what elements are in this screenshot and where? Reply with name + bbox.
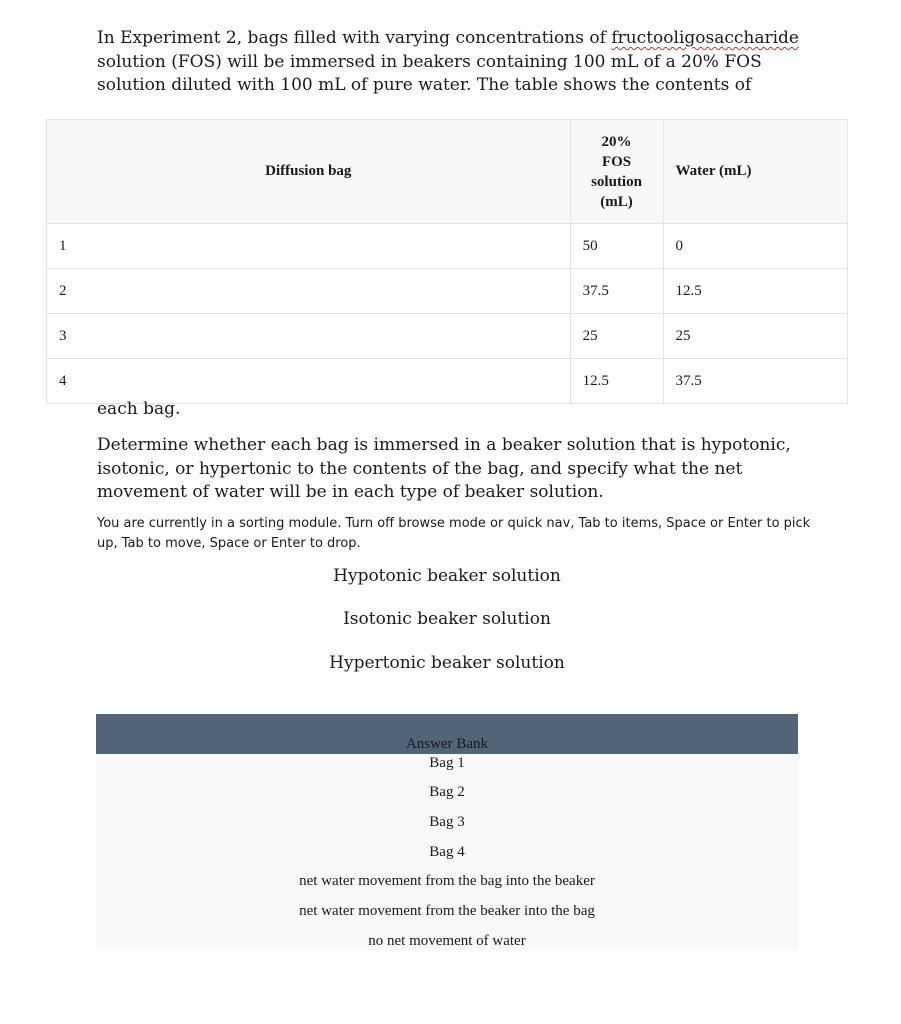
cell-bag-number: 4	[47, 359, 571, 404]
header-water: Water (mL)	[663, 120, 848, 224]
cell-bag-number: 2	[47, 269, 571, 314]
header-fos-line: FOS	[601, 153, 632, 170]
diffusion-table	[46, 119, 848, 404]
intro-paragraph	[97, 27, 817, 98]
header-fos-line: solution	[591, 173, 642, 190]
cell-fos-volume: 25	[570, 314, 663, 359]
answer-item-no-net-movement[interactable]: no net movement of water	[368, 933, 526, 949]
answer-item-bag-3[interactable]: Bag 3	[429, 814, 465, 830]
answer-item-bag-1[interactable]: Bag 1	[429, 755, 465, 771]
answer-item-bag-to-beaker[interactable]: net water movement from the bag into the beaker	[299, 873, 595, 889]
category-hypotonic[interactable]: Hypotonic beaker solution	[333, 566, 561, 586]
cell-water-volume: 0	[663, 224, 848, 269]
cell-fos-volume: 37.5	[570, 269, 663, 314]
header-fos-solution	[570, 120, 663, 224]
cell-fos-volume: 12.5	[570, 359, 663, 404]
answer-item-bag-2[interactable]: Bag 2	[429, 784, 465, 800]
cell-water-volume: 12.5	[663, 269, 848, 314]
header-diffusion-bag: Diffusion bag	[47, 120, 571, 224]
cell-fos-volume: 50	[570, 224, 663, 269]
intro-text-end: solution (FOS) will be immersed in beakers containing 100 mL of a 20% FOS solution diluted with 100 mL of pure water. The table shows the contents of	[97, 51, 762, 95]
cell-water-volume: 25	[663, 314, 848, 359]
category-hypertonic[interactable]: Hypertonic beaker solution	[329, 653, 565, 673]
table-row	[47, 269, 848, 314]
category-isotonic[interactable]: Isotonic beaker solution	[343, 609, 551, 629]
answer-bank-title: Answer Bank	[405, 736, 489, 752]
after-table-text: each bag.	[97, 399, 181, 419]
table-row	[47, 224, 848, 269]
cell-bag-number: 3	[47, 314, 571, 359]
table-row	[47, 359, 848, 404]
table-row	[47, 314, 848, 359]
intro-text-start: In Experiment 2, bags filled with varying concentrations of	[97, 28, 612, 48]
header-fos-line: (mL)	[600, 193, 633, 210]
cell-bag-number: 1	[47, 224, 571, 269]
answer-bank	[96, 714, 798, 950]
answer-item-bag-4[interactable]: Bag 4	[429, 844, 465, 860]
header-fos-line: 20%	[601, 133, 632, 150]
answer-bank-header	[96, 714, 798, 754]
question-text: Determine whether each bag is immersed in a beaker solution that is hypotonic, isotonic, or hypertonic to the contents of the bag, and specify what the net movement of water will be in each type of beaker solution.	[97, 435, 791, 502]
misspelled-word: fructooligosaccharide	[611, 28, 799, 48]
answer-item-beaker-to-bag[interactable]: net water movement from the beaker into the bag	[299, 903, 595, 919]
cell-water-volume: 37.5	[663, 359, 848, 404]
table-header-row	[47, 120, 848, 224]
sorting-instructions: You are currently in a sorting module. Turn off browse mode or quick nav, Tab to items, Space or Enter to pick up, Tab to move, Space or Enter to drop.	[97, 516, 811, 551]
